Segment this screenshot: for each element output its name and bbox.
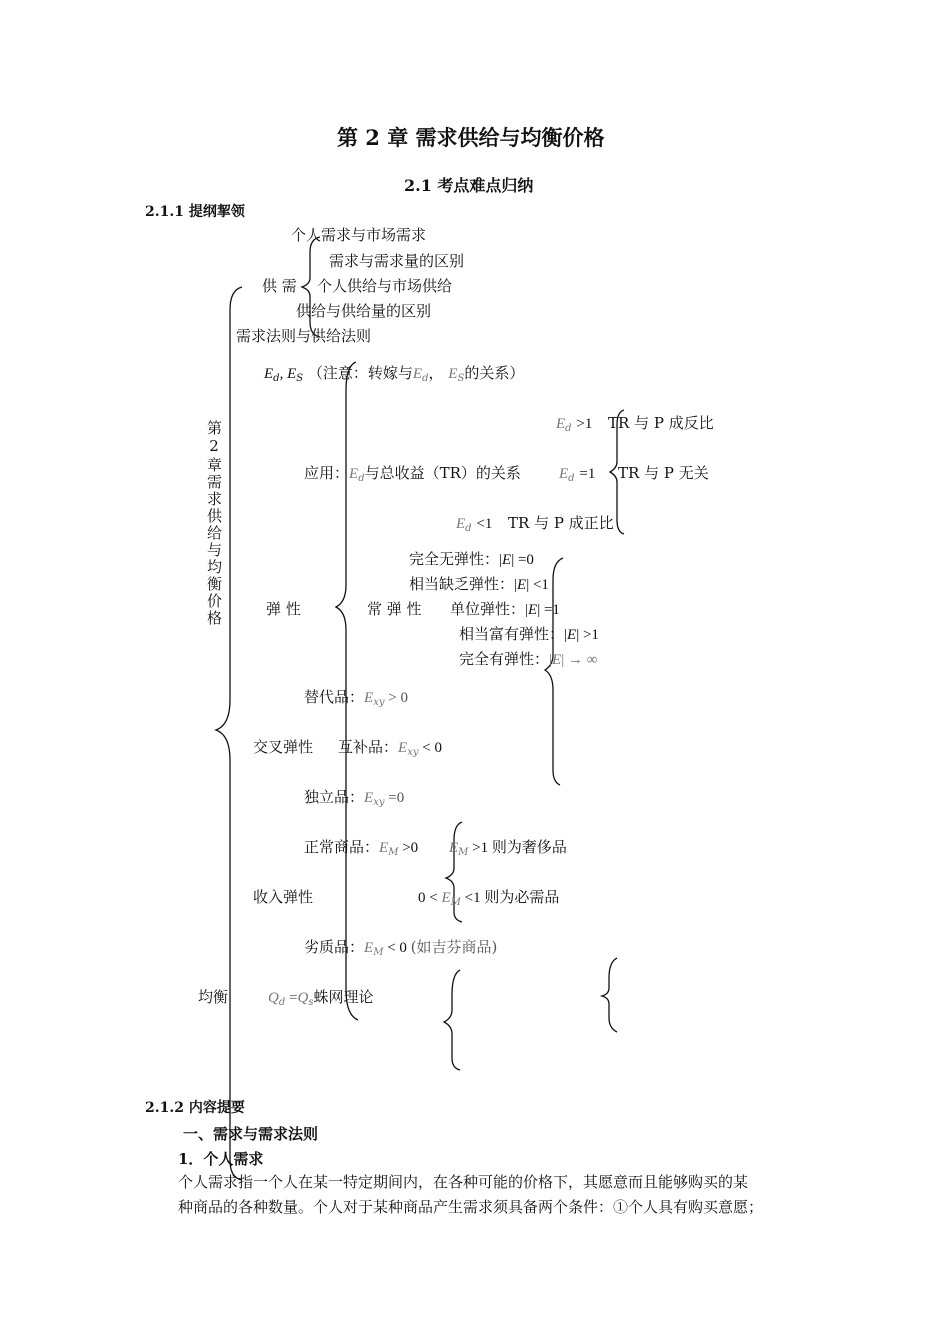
complements: 互补品：$E_{xy} < 0$ [338,738,442,758]
unit-elastic: 单位弹性：|E| =1 [450,600,560,618]
cross-elasticity-label: 交叉弹性 [253,738,314,756]
subsection-outline: 2.1.1 提纲挈领 [145,204,245,220]
regular-elasticity-label: 常 弹 性 [367,600,422,618]
sd-label: 供 需 [262,277,297,295]
application-line: 应用：$E_d$与总收益（TR）的关系 [304,464,521,484]
ed-gt-1: $E_d >1$ [556,416,593,434]
normal-goods: 正常商品：$E_M >0$ [304,838,419,858]
sd-item-2: 需求与需求量的区别 [329,252,465,270]
inelastic: 相当缺乏弹性：|E| <1 [409,575,549,593]
paragraph-line-1: 个人需求指一个人在某一特定期间内，在各种可能的价格下，其愿意而且能够购买的某 [178,1173,749,1191]
sd-item-4: 供给与供给量的区别 [296,302,432,320]
inferior: 劣质品：$E_M < 0$ (如吉芬商品) [304,938,498,958]
sd-item-3: 个人供给与市场供给 [317,277,453,295]
perfectly-elastic: 完全有弹性：|E| → ∞ [459,650,598,668]
independent: 独立品：$E_{xy} =0$ [304,788,405,808]
necessity: $0 < E_M <1$ 则为必需品 [418,888,560,908]
subsection-summary: 2.1.2 内容提要 [145,1100,245,1116]
luxury: $E_M >1$ 则为奢侈品 [449,838,567,858]
sd-item-1: 个人需求与市场需求 [291,226,427,244]
equilibrium-brace-right [602,958,617,1032]
ed-lt-1: $E_d <1$ [456,516,493,534]
cobweb: $Q_d =Q_s$蛛网理论 [268,988,374,1008]
heading-individual-demand: 1．个人需求 [178,1150,264,1168]
outline-root-label: 第2章需求供给与均衡价格 [205,420,223,627]
chapter-title: 第 2 章 需求供给与均衡价格 [337,125,605,150]
equilibrium-label: 均衡 [198,988,229,1006]
equilibrium-brace-left [444,970,460,1070]
tr-independent: TR 与 P 无关 [618,464,709,482]
sd-item-5: 需求法则与供给法则 [236,327,372,345]
heading-demand-law: 一、需求与需求法则 [183,1125,319,1143]
substitutes: 替代品：$E_{xy} > 0$ [304,688,408,708]
perfectly-inelastic: 完全无弹性：|E| =0 [409,550,534,568]
ed-es-line: $E_d$, $E_S$ （注意：转嫁与$E_d$， $E_S$的关系） [264,364,525,384]
elastic: 相当富有弹性：|E| >1 [459,625,599,643]
income-elasticity-label: 收入弹性 [253,888,314,906]
elasticity-label: 弹 性 [266,600,301,618]
paragraph-line-2: 种商品的各种数量。个人对于某种商品产生需求须具备两个条件：①个人具有购买意愿； [178,1198,764,1216]
ed-eq-1: $E_d =1$ [559,466,596,484]
tr-inverse: TR 与 P 成反比 [608,414,714,432]
section-title: 2.1 考点难点归纳 [404,176,534,195]
tr-direct: TR 与 P 成正比 [508,514,614,532]
